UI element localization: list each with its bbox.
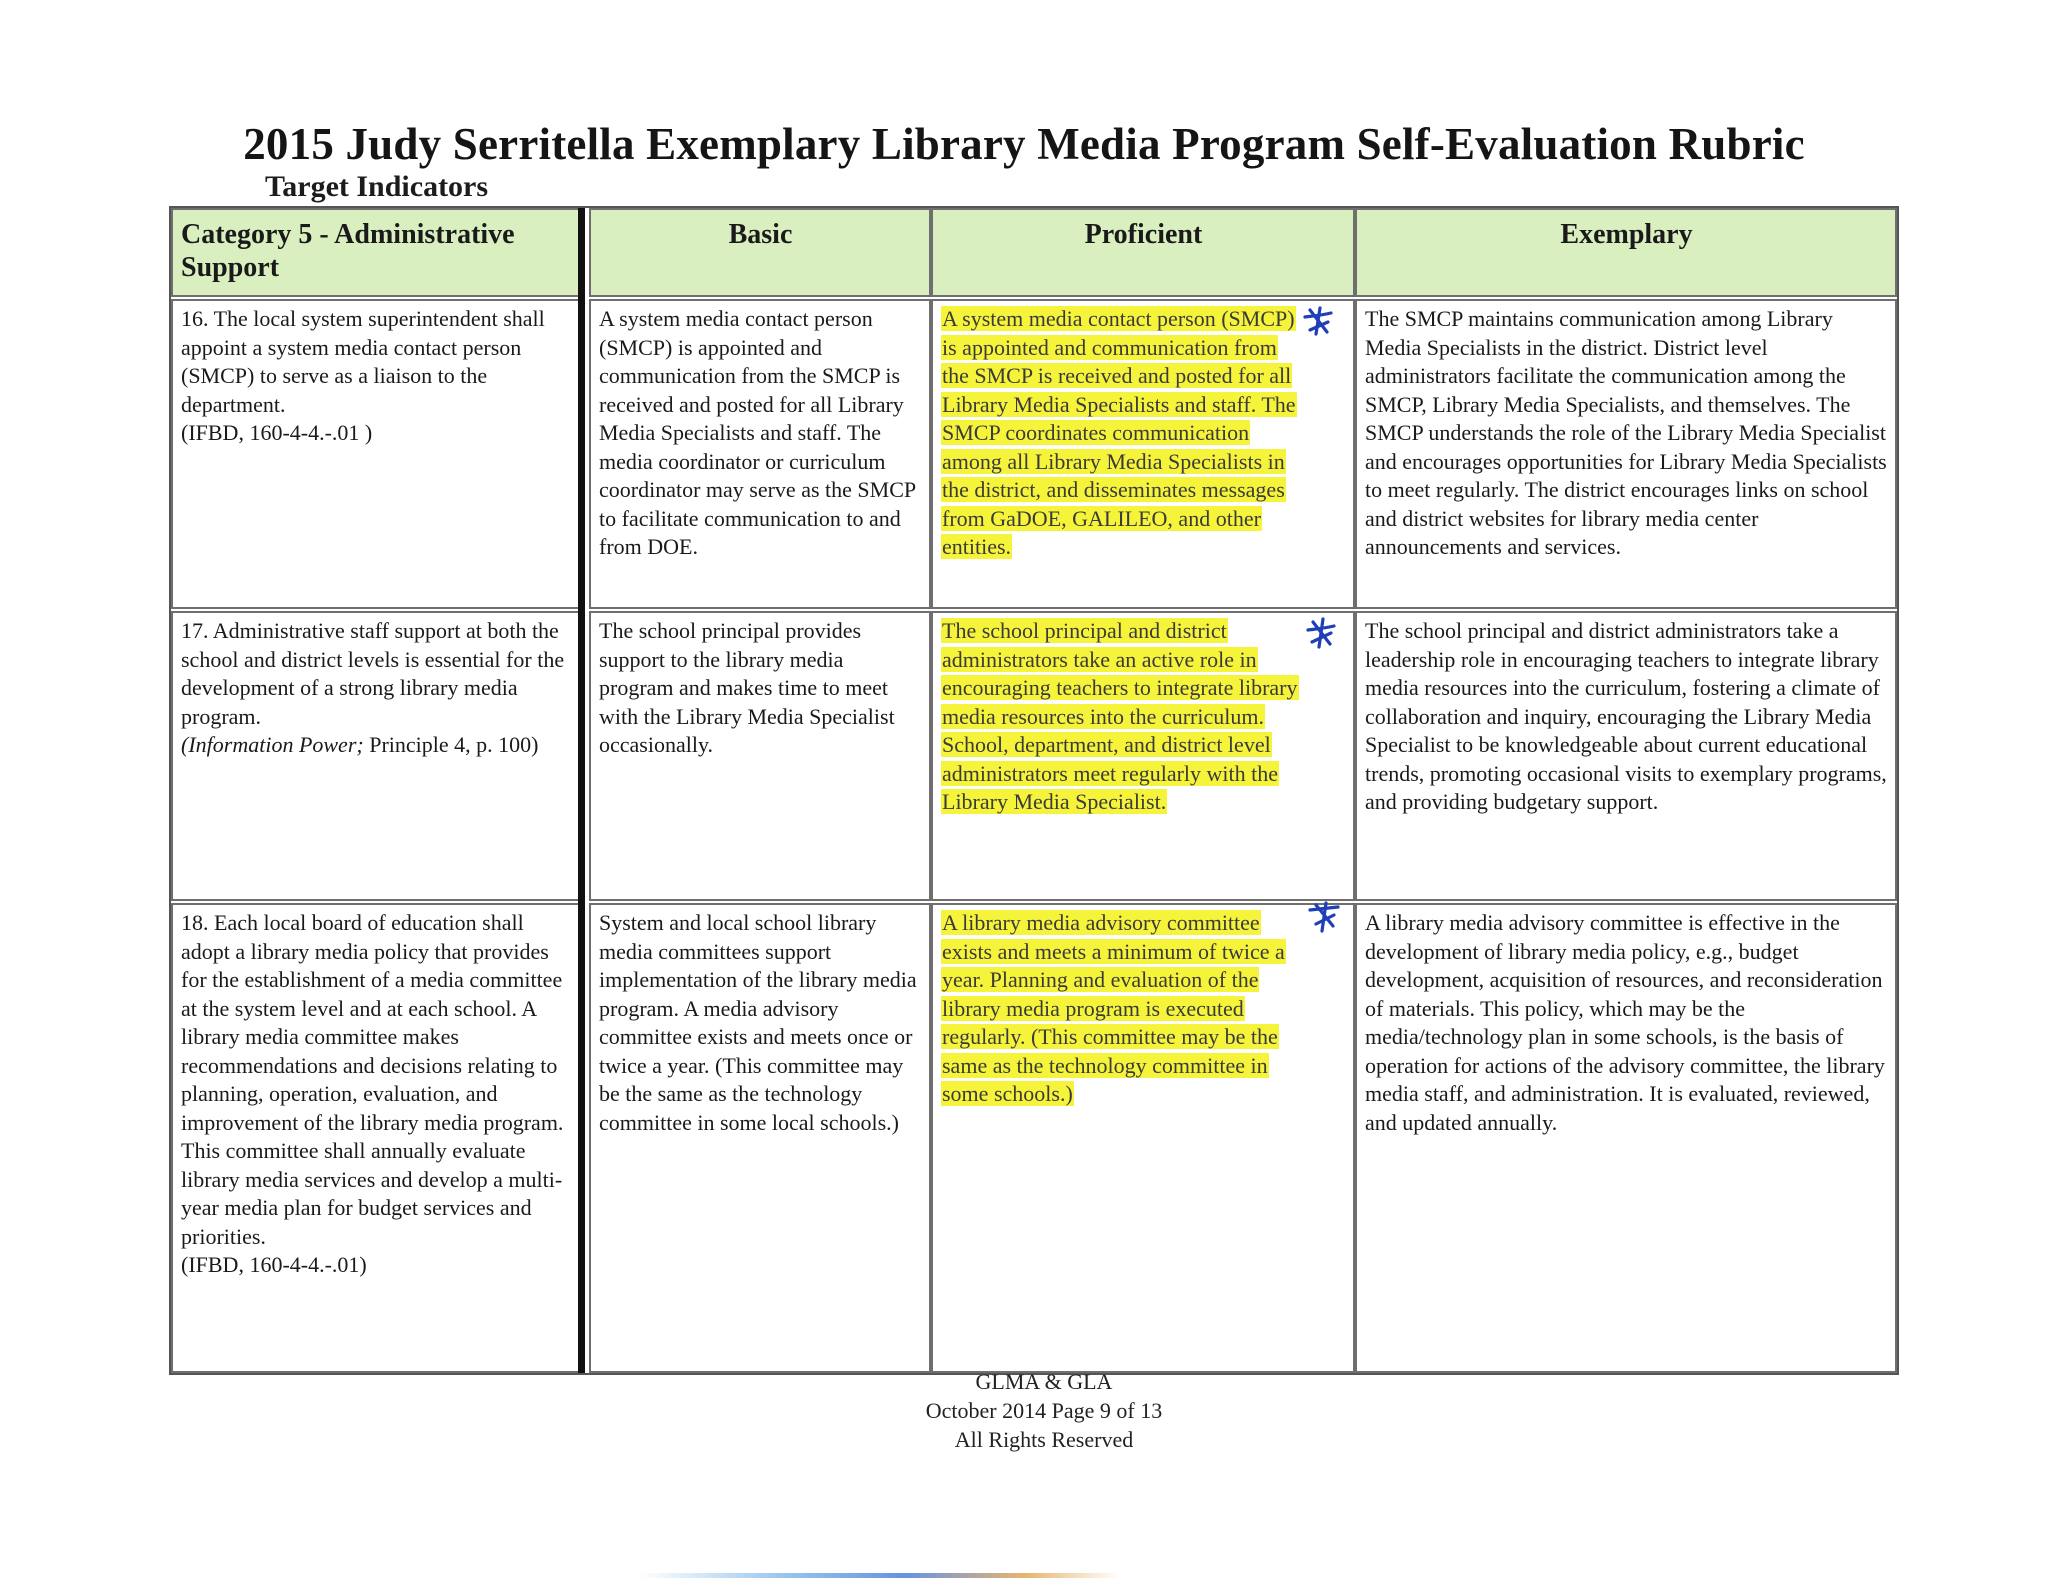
asterisk-icon	[1307, 900, 1341, 934]
document-title: 2015 Judy Serritella Exemplary Library Media Program Self-Evaluation Rubric	[243, 119, 1805, 169]
table-row-18-proficient	[931, 903, 1355, 1373]
table-row-17-exemplary: The school principal and district administrators take a leadership role in encouraging teachers to integrate library media resources into the curriculum, fostering a climate of collaboration and inquiry, encouraging the Library Media Specialist to be knowledgeable about current educational trends, promoting occasional visits to exemplary programs, and providing budgetary support.	[1355, 611, 1897, 901]
indicator-text: 16. The local system superintendent shall appoint a system media contact person (SMCP) to serve as a liaison to the department.	[181, 306, 545, 417]
indicator-reference-title: (Information Power;	[181, 732, 364, 757]
footer-page: October 2014 Page 9 of 13	[925, 1398, 1163, 1423]
highlighted-text: The school principal and district administrators take an active role in encouraging teachers to integrate library media resources into the curriculum. School, department, and district level administrators meet regularly with the Library Media Specialist.	[942, 618, 1298, 814]
table-row-16-basic: A system media contact person (SMCP) is appointed and communication from the SMCP is received and posted for all Library Media Specialists and staff. The media coordinator or curriculum coordinator may serve as the SMCP to facilitate communication to and from DOE.	[589, 299, 931, 609]
table-row-16-exemplary: The SMCP maintains communication among Library Media Specialists in the district. District level administrators facilitate the communication among the SMCP, Library Media Specialists, and themselves. The SMCP understands the role of the Library Media Specialist and encourages opportunities for Library Media Specialists to meet regularly. The district encourages links on school and district websites for library media center announcements and services.	[1355, 299, 1897, 609]
footer-rights: All Rights Reserved	[954, 1427, 1134, 1452]
table-row-17-proficient	[931, 611, 1355, 901]
table-row-16-indicator	[171, 299, 580, 609]
table-row-18-basic: System and local school library media committees support implementation of the library media program. A media advisory committee exists and meets once or twice a year. (This committee may be the same as the technology committee in some local schools.)	[589, 903, 931, 1373]
indicator-text: 18. Each local board of education shall adopt a library media policy that provides for the establishment of a media committee at the system level and at each school. A library media committee makes recommendations and decisions relating to planning, operation, evaluation, and improvement of the library media program. This committee shall annually evaluate library media services and develop a multi-year media plan for budget services and priorities.	[181, 910, 564, 1249]
page-footer	[0, 1367, 2048, 1454]
rubric-table	[169, 206, 1899, 1375]
indicator-text: 17. Administrative staff support at both the school and district levels is essential for the development of a strong library media program.	[181, 618, 565, 729]
header-exemplary: Exemplary	[1355, 208, 1897, 297]
table-row-18-indicator	[171, 903, 580, 1373]
target-indicators-label: Target Indicators	[265, 170, 489, 203]
asterisk-icon	[1301, 304, 1335, 338]
indicator-reference: (IFBD, 160-4-4.-.01 )	[181, 420, 373, 445]
table-row-17-basic: The school principal provides support to the library media program and makes time to meet with the Library Media Specialist occasionally.	[589, 611, 931, 901]
indicator-reference: (IFBD, 160-4-4.-.01)	[181, 1252, 367, 1277]
table-row-16-proficient	[931, 299, 1355, 609]
highlighted-text: A library media advisory committee exists and meets a minimum of twice a year. Planning and evaluation of the library media program is executed regularly. (This committee may be the same as the technology committee in some schools.)	[942, 910, 1285, 1106]
indicator-reference: Principle 4, p. 100)	[363, 732, 539, 757]
column-divider	[578, 208, 585, 1373]
highlighted-text: A system media contact person (SMCP) is appointed and communication from the SMCP is received and posted for all Library Media Specialists and staff. The SMCP coordinates communication among all Library Media Specialists in the district, and disseminates messages from GaDOE, GALILEO, and other entities.	[942, 306, 1296, 559]
table-row-17-indicator	[171, 611, 580, 901]
table-row-18-exemplary: A library media advisory committee is effective in the development of library media policy, e.g., budget development, acquisition of resources, and reconsideration of materials. This policy, which may be the media/technology plan in some schools, is the basis of operation for actions of the advisory committee, the library media staff, and administration. It is evaluated, reviewed, and updated annually.	[1355, 903, 1897, 1373]
header-proficient: Proficient	[931, 208, 1355, 297]
asterisk-icon	[1304, 616, 1338, 650]
header-basic: Basic	[589, 208, 931, 297]
footer-org: GLMA & GLA	[975, 1369, 1113, 1394]
header-category: Category 5 - Administrative Support	[171, 208, 580, 297]
scan-artifact	[640, 1573, 1120, 1578]
